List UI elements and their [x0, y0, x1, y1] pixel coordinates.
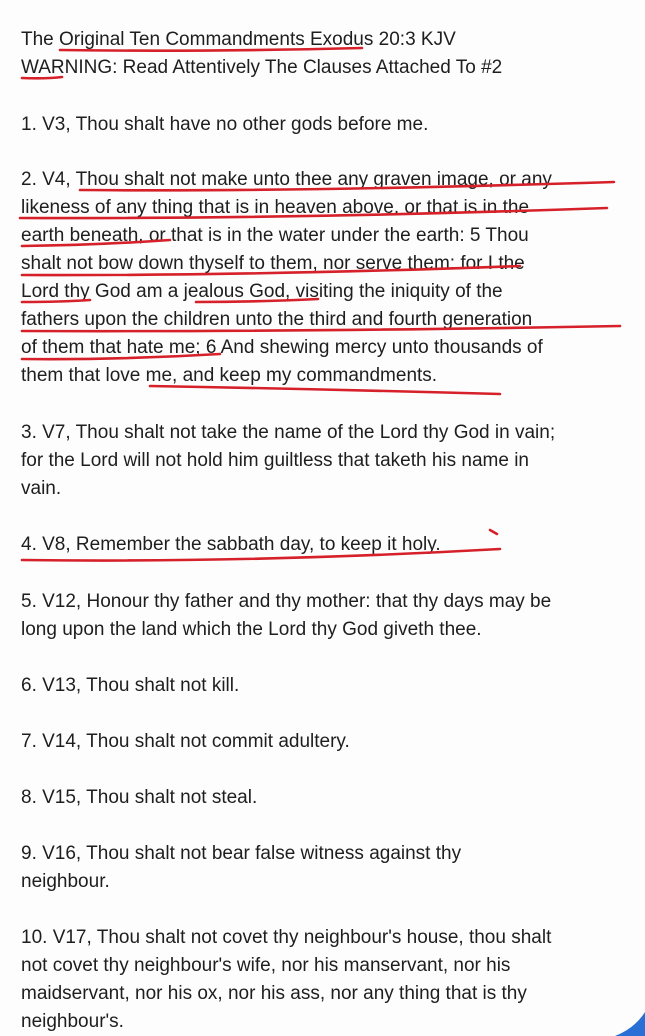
warning-line: WARNING: Read Attentively The Clauses Attached To #2	[21, 57, 503, 78]
commandment-2-line: earth beneath, or that is in the water under the earth: 5 Thou	[21, 225, 529, 246]
commandment-10-line: not covet thy neighbour's wife, nor his manservant, nor his	[21, 955, 511, 976]
commandment-2-line: Lord thy God am a jealous God, visiting the iniquity of the	[21, 281, 503, 302]
commandment-7-line: 7. V14, Thou shalt not commit adultery.	[21, 731, 350, 752]
commandment-2-line: 2. V4, Thou shalt not make unto thee any graven image, or any	[21, 169, 552, 190]
commandment-6-line: 6. V13, Thou shalt not kill.	[21, 675, 240, 696]
commandment-8-line: 8. V15, Thou shalt not steal.	[21, 787, 258, 808]
commandment-2-line: fathers upon the children unto the third and fourth generation	[21, 309, 533, 330]
corner-fold-icon	[615, 1006, 645, 1036]
commandment-2-line: shalt not bow down thyself to them, nor serve them: for I the	[21, 253, 525, 274]
commandment-4-line: 4. V8, Remember the sabbath day, to keep it holy.	[21, 534, 441, 555]
commandment-9-line: 9. V16, Thou shalt not bear false witness against thy	[21, 843, 462, 864]
commandment-9-line: neighbour.	[21, 871, 110, 892]
commandment-5-line: 5. V12, Honour thy father and thy mother: that thy days may be	[21, 591, 552, 612]
commandment-3-line: for the Lord will not hold him guiltless that taketh his name in	[21, 450, 529, 471]
underline-stroke	[490, 530, 497, 534]
commandment-10-line: 10. V17, Thou shalt not covet thy neighbour's house, thou shalt	[21, 927, 552, 948]
document-title: The Original Ten Commandments Exodus 20:3 KJV	[21, 29, 456, 50]
commandment-3-line: vain.	[21, 478, 62, 499]
commandment-10-line: maidservant, nor his ox, nor his ass, nor any thing that is thy	[21, 983, 527, 1004]
commandment-1-line: 1. V3, Thou shalt have no other gods before me.	[21, 114, 429, 135]
commandment-2-line: of them that hate me; 6 And shewing mercy unto thousands of	[21, 337, 543, 358]
commandment-3-line: 3. V7, Thou shalt not take the name of the Lord thy God in vain;	[21, 422, 556, 443]
commandment-5-line: long upon the land which the Lord thy God giveth thee.	[21, 619, 482, 640]
commandment-10-line: neighbour's.	[21, 1011, 124, 1032]
commandment-2-line: them that love me, and keep my commandments.	[21, 365, 438, 386]
commandment-2-line: likeness of any thing that is in heaven above, or that is in the	[21, 197, 530, 218]
